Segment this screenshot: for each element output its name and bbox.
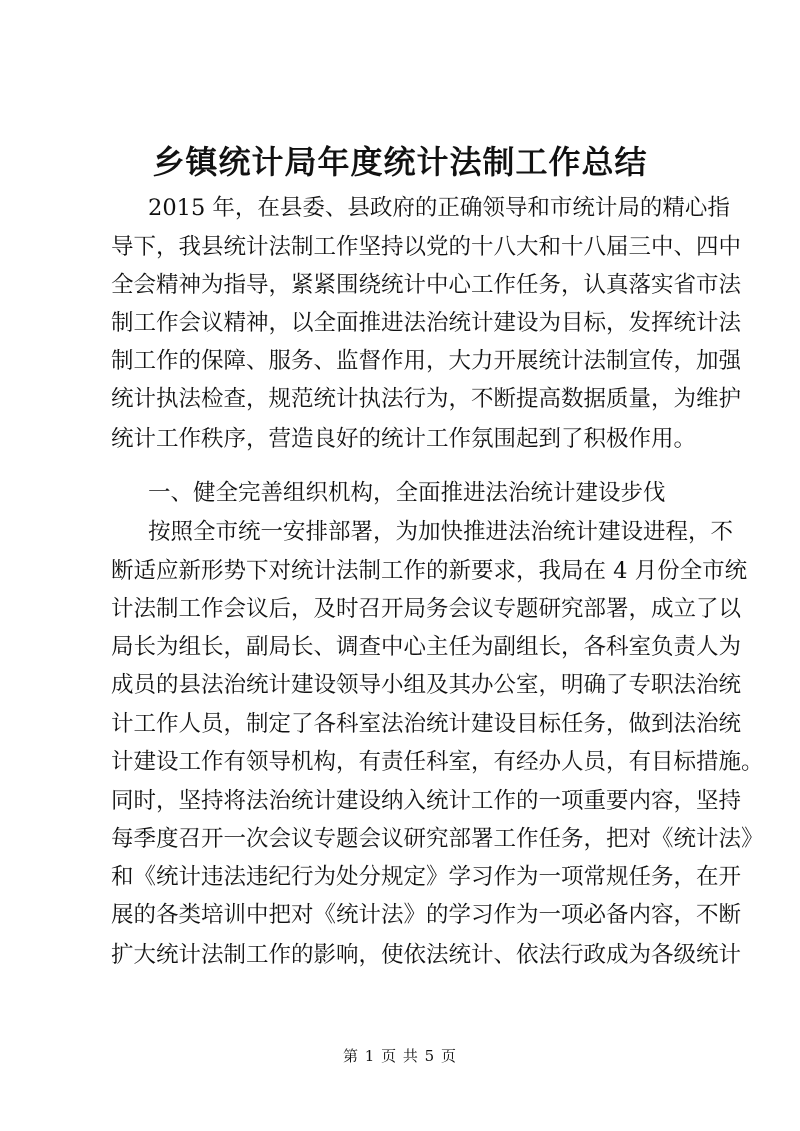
text-line: 扩大统计法制工作的影响，使依法统计、依法行政成为各级统计 [111,942,742,968]
page-number-footer: 第 1 页 共 5 页 [343,1047,457,1065]
text-line: 计建设工作有领导机构，有责任科室，有经办人员，有目标措施。 [111,749,764,775]
text-line: 每季度召开一次会议专题会议研究部署工作任务，把对《统计法》 [111,826,764,852]
text-line: 成员的县法治统计建设领导小组及其办公室，明确了专职法治统 [111,672,742,698]
text-line: 展的各类培训中把对《统计法》的学习作为一项必备内容，不断 [111,902,742,928]
text-line: 导下，我县统计法制工作坚持以党的十八大和十八届三中、四中 [111,234,742,260]
text-line: 局长为组长，副局长、调查中心主任为副组长，各科室负责人为 [111,634,742,660]
text-line: 全会精神为指导，紧紧围绕统计中心工作任务，认真落实省市法 [111,272,742,298]
text-line: 计法制工作会议后，及时召开局务会议专题研究部署，成立了以 [111,596,742,622]
text-line: 断适应新形势下对统计法制工作的新要求，我局在 4 月份全市统 [111,558,748,584]
text-line: 统计执法检查，规范统计执法行为，不断提高数据质量，为维护 [111,386,742,412]
text-line: 制工作的保障、服务、监督作用，大力开展统计法制宣传，加强 [111,348,742,374]
document-title: 乡镇统计局年度统计法制工作总结 [152,143,648,181]
text-line: 制工作会议精神，以全面推进法治统计建设为目标，发挥统计法 [111,310,742,336]
section-heading: 一、健全完善组织机构，全面推进法治统计建设步伐 [148,480,666,506]
text-line: 和《统计违法违纪行为处分规定》学习作为一项常规任务，在开 [111,864,742,890]
text-line: 统计工作秩序，营造良好的统计工作氛围起到了积极作用。 [111,426,697,452]
text-line: 计工作人员，制定了各科室法治统计建设目标任务，做到法治统 [111,711,742,737]
text-line: 2015 年，在县委、县政府的正确领导和市统计局的精心指 [148,195,730,221]
text-line: 按照全市统一安排部署，为加快推进法治统计建设进程，不 [148,519,734,545]
text-line: 同时，坚持将法治统计建设纳入统计工作的一项重要内容，坚持 [111,788,742,814]
